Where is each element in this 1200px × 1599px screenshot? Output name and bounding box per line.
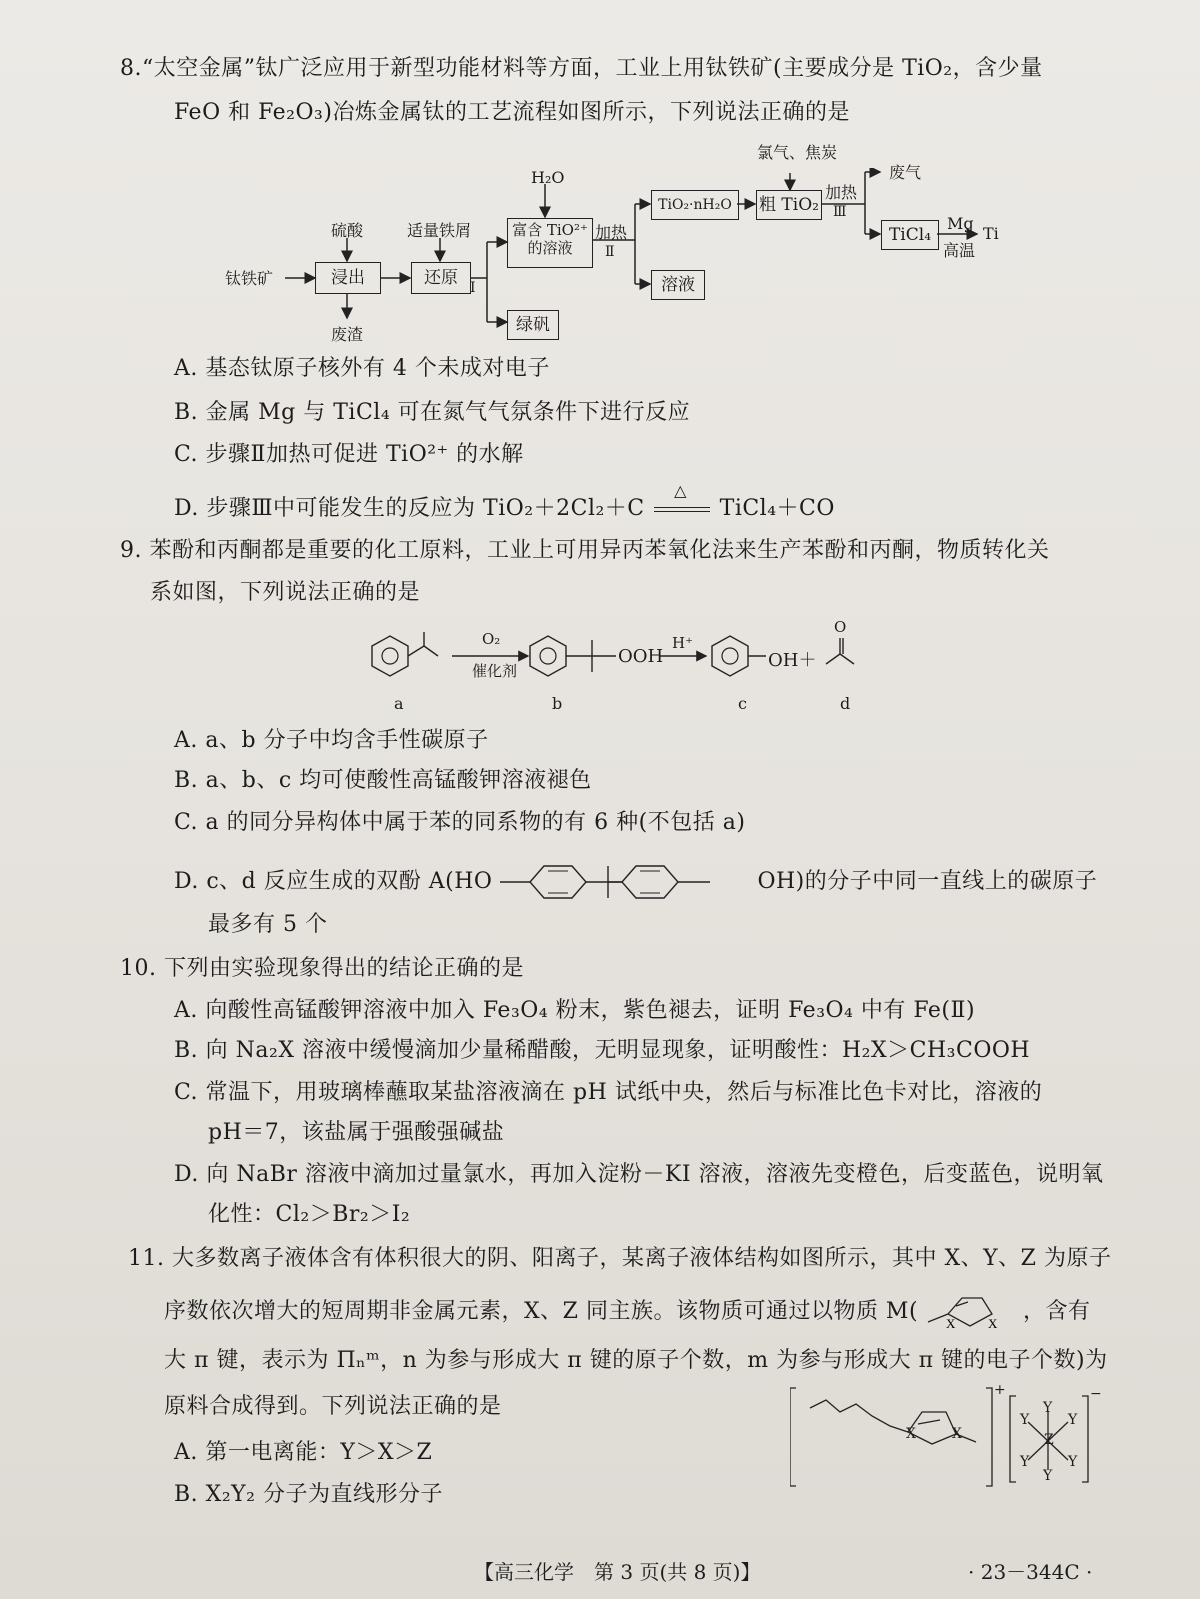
label-heat-step2: 加热 (595, 223, 628, 242)
q11-stem-line2-right: ，含有 (1023, 1299, 1091, 1324)
heat-symbol: △ (674, 481, 687, 500)
bisphenol-a-structure (500, 862, 750, 902)
cation-charge: + (994, 1382, 1006, 1398)
m-atom-x-right: X (987, 1316, 998, 1331)
q9-option-a: A. a、b 分子中均含手性碳原子 (174, 728, 489, 753)
label-waste-gas: 废气 (889, 163, 922, 182)
q10-option-c-line2: pH＝7，该盐属于强酸强碱盐 (208, 1120, 505, 1145)
q9-option-c: C. a 的同分异构体中属于苯的同系物的有 6 种(不包括 a) (174, 810, 746, 835)
anion-z-center: Z (1044, 1432, 1054, 1448)
label-heat-step3: 加热 (825, 183, 858, 202)
label-compound-c: c (738, 694, 747, 713)
label-ooh: OOH (618, 646, 664, 667)
q9-reaction-scheme (360, 618, 880, 718)
rich-solution-line1: 富含 TiO²⁺ (512, 221, 588, 239)
q11-ionic-liquid-structure (790, 1382, 1100, 1492)
label-high-temp: 高温 (943, 241, 976, 260)
q9-stem-line2: 系如图，下列说法正确的是 (150, 580, 421, 605)
q8-option-b: B. 金属 Mg 与 TiCl₄ 可在氮气气氛条件下进行反应 (174, 400, 691, 425)
q8-option-a: A. 基态钛原子核外有 4 个未成对电子 (174, 356, 550, 381)
label-step1: Ⅰ (470, 280, 476, 296)
box-crude-tio2: 粗 TiO₂ (756, 190, 822, 220)
q10-option-d-line1: D. 向 NaBr 溶液中滴加过量氯水，再加入淀粉－KI 溶液，溶液先变橙色，后变蓝色，说明氧 (174, 1162, 1104, 1187)
q9-option-d-continued: 最多有 5 个 (208, 912, 328, 937)
label-residue: 废渣 (331, 325, 364, 344)
q8-flow-diagram (225, 143, 1015, 348)
benzene-ring-c (712, 636, 748, 676)
m-atom-x-left: X (945, 1316, 956, 1331)
q11-stem-line2-left: 序数依次增大的短周期非金属元素，X、Z 同主族。该物质可通过以物质 M( (164, 1299, 919, 1324)
substance-m-structure (926, 1292, 1016, 1332)
label-water: H₂O (531, 168, 565, 187)
box-rich-solution (507, 218, 593, 268)
label-chlorine-coke: 氯气、焦炭 (757, 143, 838, 162)
anion-y-upper-left: Y (1020, 1412, 1030, 1428)
q9-stem-line1: 9. 苯酚和丙酮都是重要的化工原料，工业上可用异丙苯氧化法来生产苯酚和丙酮，物质转化关 (120, 538, 1050, 563)
equilibrium-condition (652, 481, 712, 524)
label-iron-filings: 适量铁屑 (407, 221, 472, 240)
q11-stem-line2 (164, 1292, 1091, 1332)
q8-option-c: C. 步骤Ⅱ加热可促进 TiO²⁺ 的水解 (174, 442, 524, 467)
q10-option-d-line2: 化性：Cl₂＞Br₂＞I₂ (208, 1202, 411, 1227)
page-footer-code: · 23－344C · (968, 1560, 1093, 1584)
anion-y-lower-right: Y (1068, 1454, 1078, 1470)
q11-stem-line1: 11. 大多数离子液体含有体积很大的阴、阳离子，某离子液体结构如图所示，其中 X、Y、Z 为原子 (128, 1246, 1112, 1271)
label-step3: Ⅲ (833, 204, 847, 220)
q8-option-d-right: TiCl₄＋CO (719, 496, 835, 521)
box-ticl4: TiCl₄ (881, 220, 939, 250)
q10-option-a: A. 向酸性高锰酸钾溶液中加入 Fe₃O₄ 粉末，紫色褪去，证明 Fe₃O₄ 中有 Fe(Ⅱ) (174, 998, 976, 1023)
box-green-vitriol: 绿矾 (507, 310, 559, 340)
anion-charge: − (1090, 1386, 1102, 1402)
double-line-icon (654, 507, 710, 512)
label-catalyst: 催化剂 (472, 662, 518, 680)
label-h-plus: H⁺ (672, 634, 693, 652)
benzene-ring-a (372, 636, 408, 676)
label-step2: Ⅱ (605, 244, 615, 260)
box-reduce: 还原 (411, 262, 471, 294)
rich-solution-line2: 的溶液 (527, 239, 573, 257)
q9-option-b: B. a、b、c 均可使酸性高锰酸钾溶液褪色 (174, 768, 592, 793)
q11-option-a: A. 第一电离能：Y＞X＞Z (174, 1440, 433, 1465)
q8-stem-line2: FeO 和 Fe₂O₃)冶炼金属钛的工艺流程如图所示，下列说法正确的是 (174, 100, 850, 125)
q10-stem: 10. 下列由实验现象得出的结论正确的是 (120, 956, 524, 981)
q8-stem-line1: 8.“太空金属”钛广泛应用于新型功能材料等方面，工业上用钛铁矿(主要成分是 TiO₂，含少量 (120, 56, 1043, 81)
cation-atom-x-right: X (952, 1426, 962, 1442)
label-ketone-o: O (834, 618, 847, 636)
cation-atom-x-left: X (906, 1426, 916, 1442)
q8-option-d (174, 481, 835, 524)
label-ti: Ti (983, 224, 999, 243)
label-compound-a: a (394, 694, 404, 713)
q8-option-d-left: D. 步骤Ⅲ中可能发生的反应为 TiO₂＋2Cl₂＋C (174, 496, 645, 521)
label-oh-plus: OH＋ (768, 650, 817, 671)
anion-y-bottom: Y (1043, 1468, 1053, 1484)
q11-option-b: B. X₂Y₂ 分子为直线形分子 (174, 1482, 443, 1507)
box-solution: 溶液 (651, 270, 705, 300)
q11-stem-line4: 原料合成得到。下列说法正确的是 (164, 1394, 502, 1419)
q9-option-d-right: OH)的分子中同一直线上的碳原子 (757, 869, 1098, 894)
label-ilmenite: 钛铁矿 (225, 269, 274, 288)
page-footer-subject: 【高三化学 第 3 页(共 8 页)】 (474, 1560, 761, 1584)
q9-option-d (174, 862, 1097, 902)
box-tio2-hydrate: TiO₂·nH₂O (651, 190, 739, 220)
label-compound-d: d (840, 694, 851, 713)
label-compound-b: b (552, 694, 563, 713)
label-mg: Mg (947, 214, 974, 233)
flow-arrows (225, 168, 1015, 348)
box-leach: 浸出 (315, 262, 381, 294)
label-sulfuric-acid: 硫酸 (331, 221, 364, 240)
anion-y-lower-left: Y (1020, 1454, 1030, 1470)
benzene-ring-b (530, 636, 566, 676)
q10-option-c-line1: C. 常温下，用玻璃棒蘸取某盐溶液滴在 pH 试纸中央，然后与标准比色卡对比，溶液的 (174, 1080, 1043, 1105)
label-o2: O₂ (482, 630, 501, 648)
anion-y-upper-right: Y (1068, 1412, 1078, 1428)
q11-stem-line3: 大 π 键，表示为 Πₙᵐ，n 为参与形成大 π 键的原子个数，m 为参与形成大 π 键的电子个数)为 (164, 1348, 1108, 1373)
anion-y-top: Y (1043, 1400, 1053, 1416)
q9-option-d-left: D. c、d 反应生成的双酚 A(HO (174, 869, 493, 894)
q10-option-b: B. 向 Na₂X 溶液中缓慢滴加少量稀醋酸，无明显现象，证明酸性：H₂X＞CH₃COOH (174, 1038, 1031, 1063)
